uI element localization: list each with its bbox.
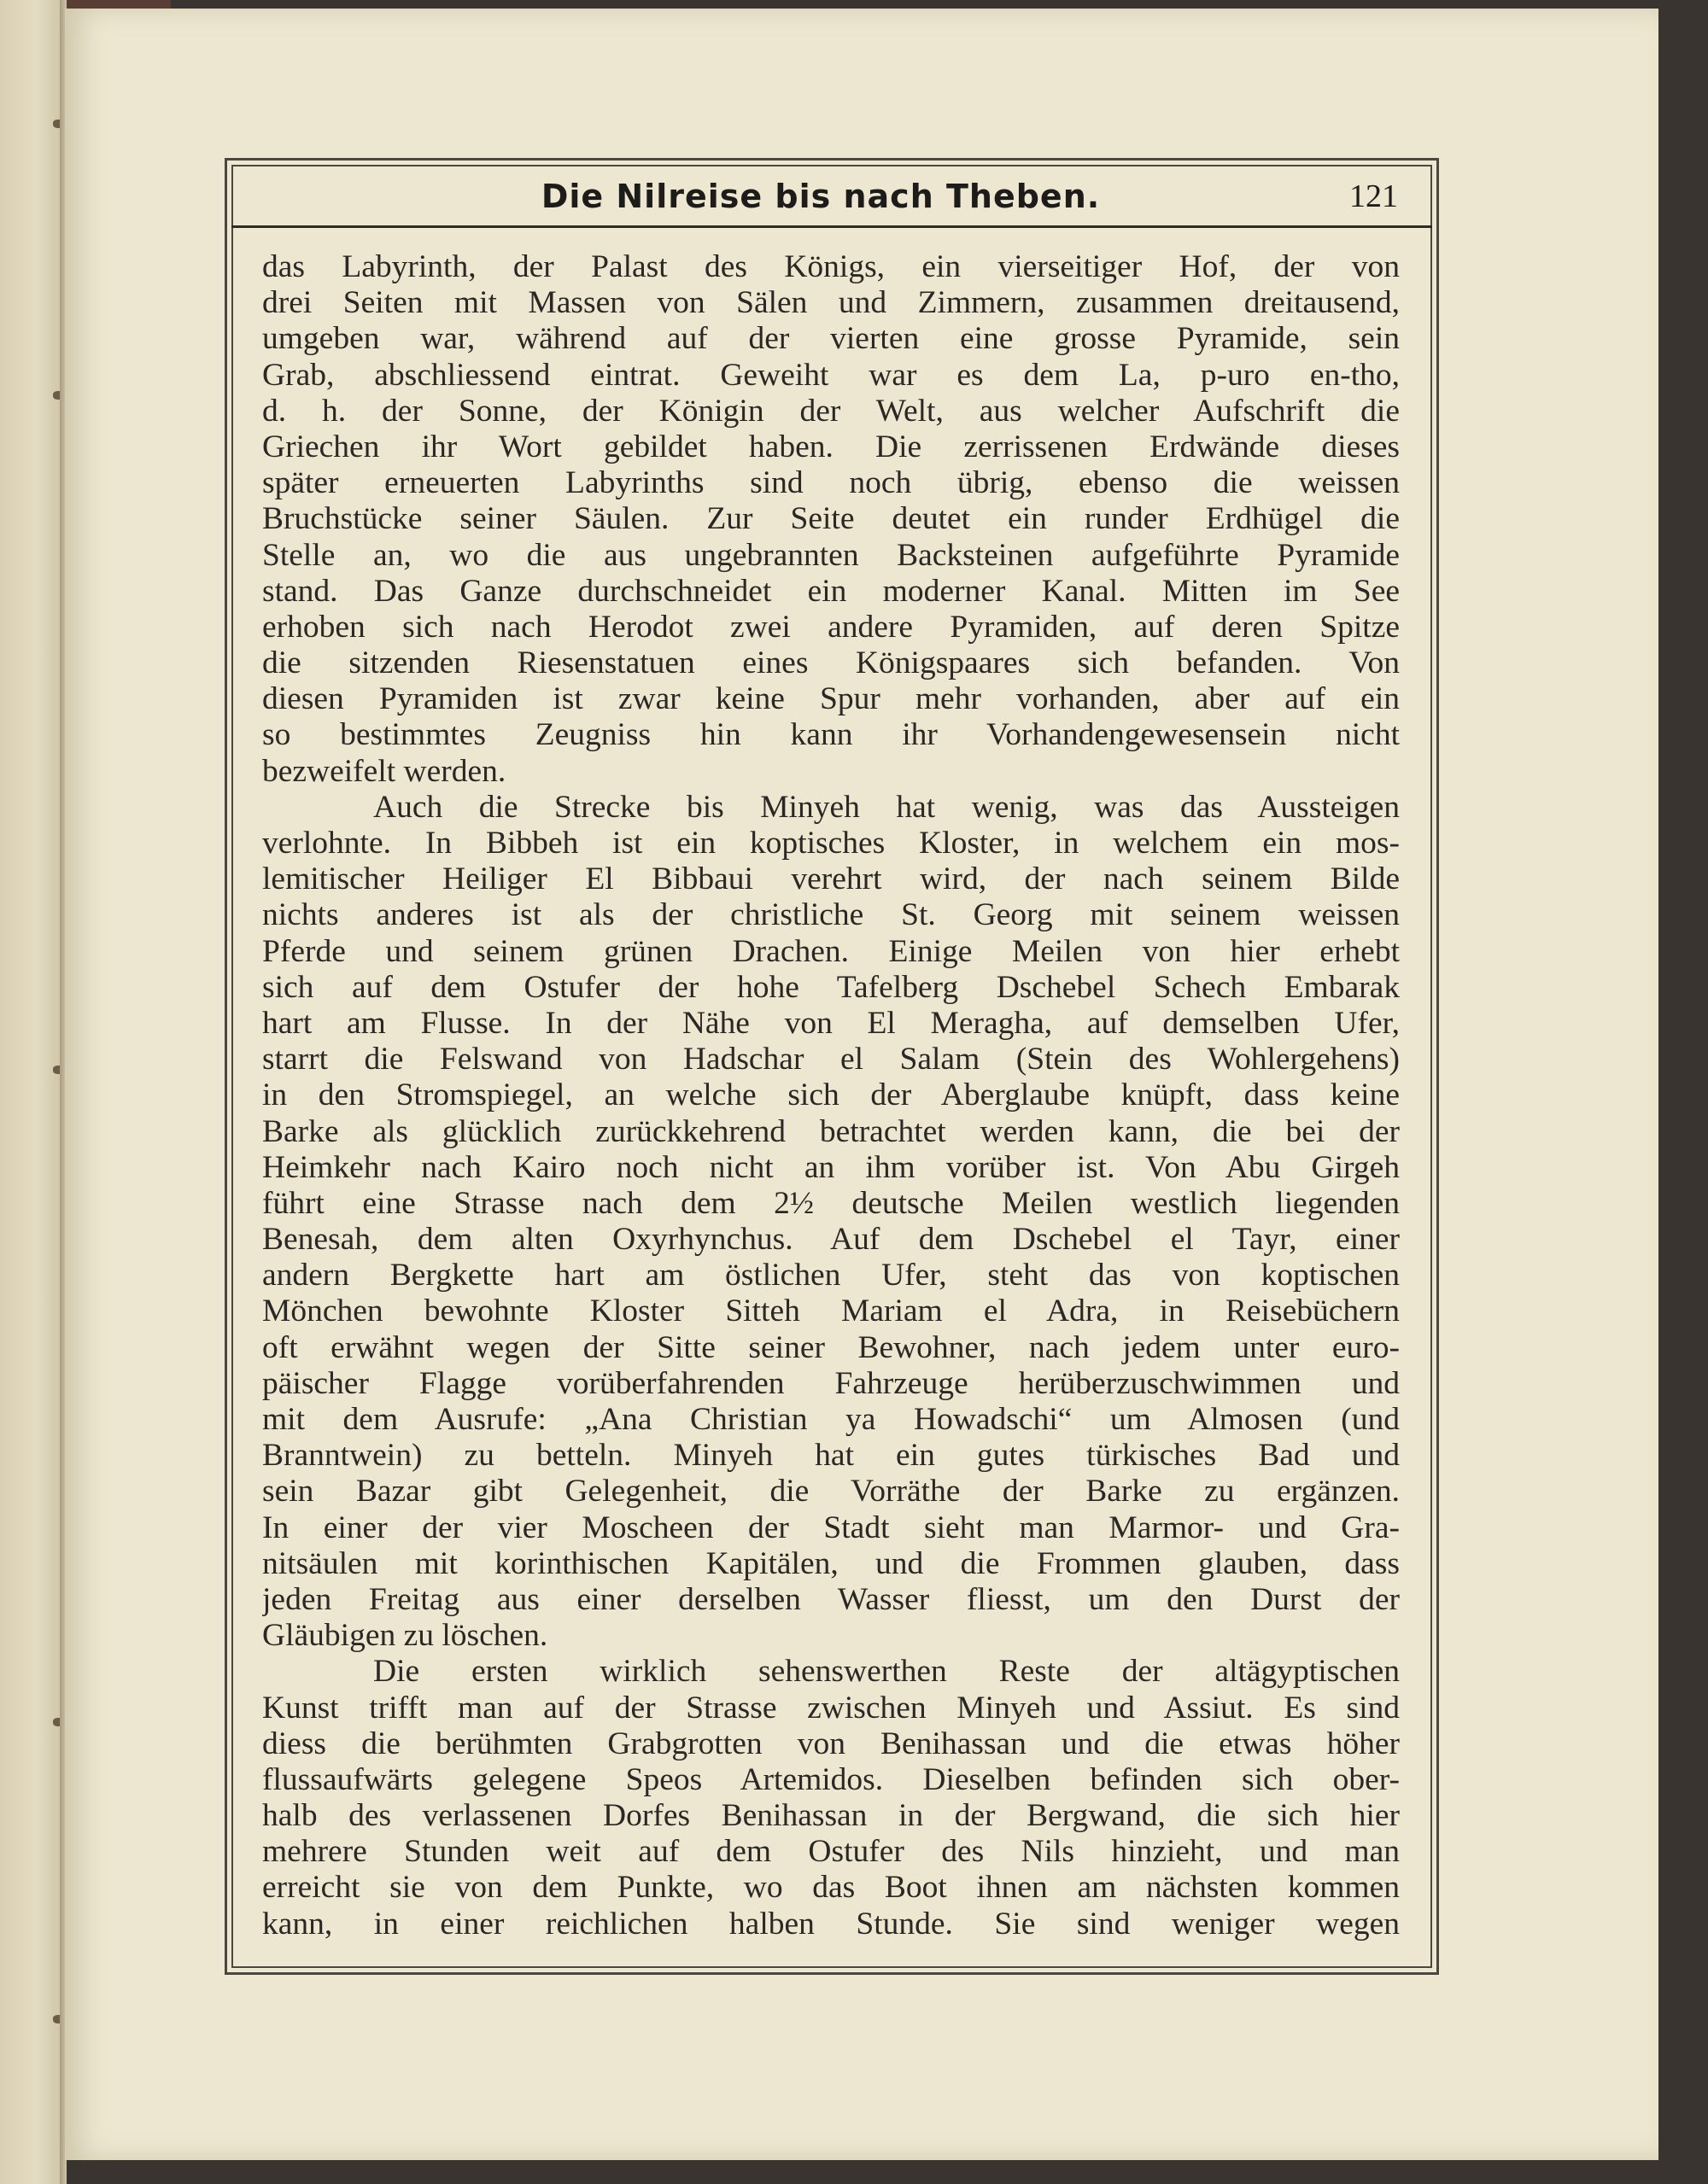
page-header xyxy=(231,166,1432,228)
text-line: umgeben war, während auf der vierten eine grosse Pyramide, sein xyxy=(262,321,1400,357)
text-line: Griechen ihr Wort gebildet haben. Die zerrissenen Erdwände dieses xyxy=(262,429,1400,464)
text-line: führt eine Strasse nach dem 2½ deutsche Meilen westlich liegenden xyxy=(262,1185,1400,1221)
text-line: bezweifelt werden. xyxy=(262,753,506,789)
text-line: später erneuerten Labyrinths sind noch übrig, ebenso die weissen xyxy=(262,465,1400,501)
text-line: Heimkehr nach Kairo noch nicht an ihm vorüber ist. Von Abu Girgeh xyxy=(262,1149,1400,1185)
text-line: verlohnte. In Bibbeh ist ein koptisches Kloster, in welchem ein mos- xyxy=(262,826,1400,861)
text-line: nitsäulen mit korinthischen Kapitälen, und die Frommen glauben, dass xyxy=(262,1545,1400,1581)
text-line: das Labyrinth, der Palast des Königs, ein vierseitiger Hof, der von xyxy=(262,249,1400,284)
text-line: so bestimmtes Zeugniss hin kann ihr Vorhandengewesensein nicht xyxy=(262,717,1400,753)
text-line: mit dem Ausrufe: „Ana Christian ya Howadschi“ um Almosen (und xyxy=(262,1402,1400,1437)
text-line: drei Seiten mit Massen von Sälen und Zimmern, zusammen dreitausend, xyxy=(262,285,1400,321)
page-number: 121 xyxy=(1349,178,1398,214)
text-line: Die ersten wirklich sehenswerthen Reste der altägyptischen xyxy=(373,1654,1400,1690)
text-line: Bruchstücke seiner Säulen. Zur Seite deutet ein runder Erdhügel die xyxy=(262,501,1400,537)
text-line: lemitischer Heiliger El Bibbaui verehrt wird, der nach seinem Bilde xyxy=(262,861,1400,897)
facing-page-edge xyxy=(0,0,61,2184)
text-line: jeden Freitag aus einer derselben Wasser fliesst, um den Durst der xyxy=(262,1581,1400,1617)
text-line: In einer der vier Moscheen der Stadt sieht man Marmor- und Gra- xyxy=(262,1510,1400,1545)
text-line: stand. Das Ganze durchschneidet ein moderner Kanal. Mitten im See xyxy=(262,573,1400,609)
text-line: Barke als glücklich zurückkehrend betrachtet werden kann, die bei der xyxy=(262,1113,1400,1149)
text-line: sich auf dem Ostufer der hohe Tafelberg Dschebel Schech Embarak xyxy=(262,969,1400,1005)
text-line: erhoben sich nach Herodot zwei andere Pyramiden, auf deren Spitze xyxy=(262,609,1400,645)
text-line: sein Bazar gibt Gelegenheit, die Vorräthe der Barke zu ergänzen. xyxy=(262,1474,1400,1510)
text-line: nichts anderes ist als der christliche St. Georg mit seinem weissen xyxy=(262,897,1400,933)
text-line: d. h. der Sonne, der Königin der Welt, aus welcher Aufschrift die xyxy=(262,393,1400,429)
text-line: erreicht sie von dem Punkte, wo das Boot ihnen am nächsten kommen xyxy=(262,1870,1400,1906)
text-line: die sitzenden Riesenstatuen eines Königspaares sich befanden. Von xyxy=(262,645,1400,681)
text-line: Pferde und seinem grünen Drachen. Einige Meilen von hier erhebt xyxy=(262,933,1400,969)
text-line: diesen Pyramiden ist zwar keine Spur mehr vorhanden, aber auf ein xyxy=(262,681,1400,717)
text-line: andern Bergkette hart am östlichen Ufer, steht das von koptischen xyxy=(262,1258,1400,1293)
running-title: Die Nilreise bis nach Theben. xyxy=(541,178,1101,215)
body-text xyxy=(262,249,1400,1942)
text-line: starrt die Felswand von Hadschar el Salam (Stein des Wohlergehens) xyxy=(262,1042,1400,1077)
text-line: diess die berühmten Grabgrotten von Benihassan und die etwas höher xyxy=(262,1726,1400,1761)
text-line: oft erwähnt wegen der Sitte seiner Bewohner, nach jedem unter euro- xyxy=(262,1329,1400,1365)
text-line: Kunst trifft man auf der Strasse zwischen Minyeh und Assiut. Es sind xyxy=(262,1690,1400,1726)
text-line: Grab, abschliessend eintrat. Geweiht war es dem La, p-uro en-tho, xyxy=(262,357,1400,393)
text-line: hart am Flusse. In der Nähe von El Meragha, auf demselben Ufer, xyxy=(262,1005,1400,1041)
text-line: Stelle an, wo die aus ungebrannten Backsteinen aufgeführte Pyramide xyxy=(262,537,1400,573)
text-line: in den Stromspiegel, an welche sich der Aberglaube knüpft, dass keine xyxy=(262,1077,1400,1113)
text-line: kann, in einer reichlichen halben Stunde. Sie sind weniger wegen xyxy=(262,1906,1400,1942)
text-line: flussaufwärts gelegene Speos Artemidos. Dieselben befinden sich ober- xyxy=(262,1761,1400,1797)
text-line: mehrere Stunden weit auf dem Ostufer des Nils hinzieht, und man xyxy=(262,1834,1400,1870)
text-line: halb des verlassenen Dorfes Benihassan in der Bergwand, die sich hier xyxy=(262,1798,1400,1834)
text-line: Gläubigen zu löschen. xyxy=(262,1618,548,1654)
text-line: päischer Flagge vorüberfahrenden Fahrzeuge herüberzuschwimmen und xyxy=(262,1365,1400,1401)
text-line: Branntwein) zu betteln. Minyeh hat ein gutes türkisches Bad und xyxy=(262,1438,1400,1474)
text-line: Mönchen bewohnte Kloster Sitteh Mariam el Adra, in Reisebüchern xyxy=(262,1293,1400,1329)
text-line: Benesah, dem alten Oxyrhynchus. Auf dem Dschebel el Tayr, einer xyxy=(262,1222,1400,1258)
text-line: Auch die Strecke bis Minyeh hat wenig, was das Aussteigen xyxy=(373,789,1400,825)
